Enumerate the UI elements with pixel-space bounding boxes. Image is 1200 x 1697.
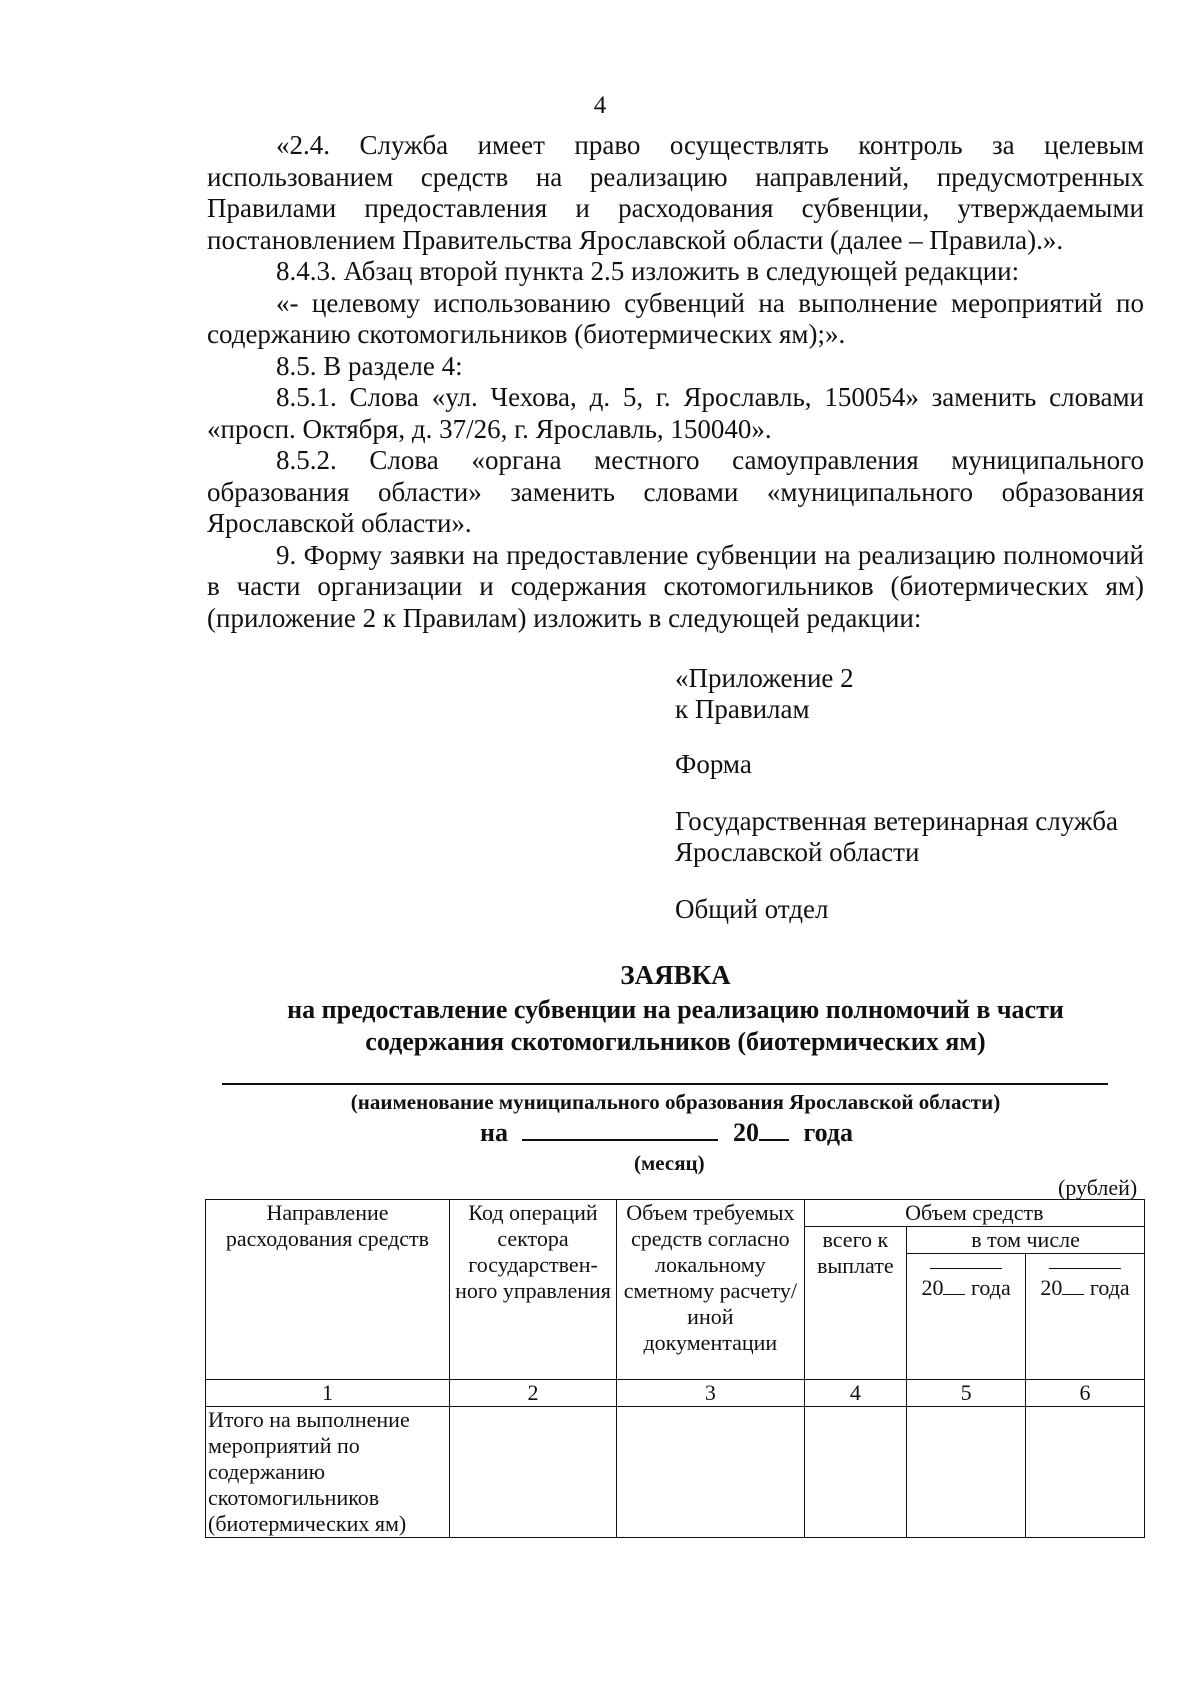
table-cell [804,1407,907,1538]
month-caption: (месяц) [634,1151,705,1175]
municipality-caption: (наименование муниципального образования Ярославской области) [350,1090,1001,1114]
department-name: Общий отдел [675,894,829,924]
form-title: ЗАЯВКА [620,960,731,990]
header-cell: всего к выплате [804,1227,907,1380]
month-blank [522,1117,718,1141]
period-line [480,1117,853,1148]
table-cell [907,1407,1026,1538]
paragraph: 8.5.1. Слова «ул. Чехова, д. 5, г. Ярославль, 150054» заменить словами «просп. Октября, д. 37/26, г. Ярославль, 150040». [207,382,1144,444]
column-number: 2 [449,1380,616,1407]
table-cell: Итого на выполнение мероприятий по содержанию скотомогильников (биотермических ям) [206,1407,450,1538]
header-cell: Объем требуемых средств согласно локальному сметному расчету/ иной документации [617,1200,805,1380]
column-number: 1 [206,1380,450,1407]
table-number-row [206,1380,1145,1407]
header-cell: в том числе [907,1227,1145,1254]
paragraph: 8.4.3. Абзац второй пункта 2.5 изложить в следующей редакции: [276,256,1020,286]
table-cell [449,1407,616,1538]
paragraph: 8.5. В разделе 4: [276,350,463,381]
header-cell: Объем средств [804,1200,1144,1227]
year-label: 20 года [1040,1275,1130,1300]
header-cell [1026,1254,1145,1380]
funds-table [205,1199,1145,1538]
header-cell [907,1254,1026,1380]
header-cell: Направление расходования средств [206,1200,450,1380]
header-cell: Код операций сектора государствен-ного управления [449,1200,616,1380]
column-number: 3 [617,1380,805,1407]
form-label: Форма [675,749,752,779]
table-header-row [206,1200,1145,1227]
year-label: 20 года [921,1275,1011,1300]
period-prefix: на [480,1118,508,1147]
service-name: Ярославской области [675,837,920,867]
form-subtitle [207,994,1144,1058]
municipality-blank-line [222,1083,1108,1085]
column-number: 5 [907,1380,1026,1407]
paragraph: 9. Форму заявки на предоставление субвенции на реализацию полномочий в части организации и содержания скотомогильников (биотермических ям) (приложение 2 к Правилам) изложить в следующей редакции: [207,539,1144,633]
attachment-line: к Правилам [675,694,810,724]
table-cell [1026,1407,1145,1538]
attachment-header [675,663,1155,925]
year-blank [759,1117,789,1141]
table-row [206,1407,1145,1538]
year-suffix: года [803,1118,854,1147]
service-name: Государственная ветеринарная служба [675,806,1118,836]
attachment-line: «Приложение 2 [675,663,854,693]
decorative-line [1049,1268,1121,1269]
column-number: 6 [1026,1380,1145,1407]
form-subtitle-line: на предоставление субвенции на реализацию полномочий в части [287,995,1064,1024]
year-prefix: 20 [732,1118,759,1147]
unit-label: (рублей) [1058,1175,1138,1200]
page-number: 4 [593,92,607,119]
table-cell [617,1407,805,1538]
form-subtitle-line: содержания скотомогильников (биотермических ям) [365,1027,986,1056]
decorative-line [930,1268,1002,1269]
paragraph: «2.4. Служба имеет право осуществлять контроль за целевым использованием средств на реализацию направлений, предусмотренных Правилами предоставления и расходования субвенции, утверждаемыми постановлением Правительства Ярославской области (далее – Правила).». [207,130,1144,255]
column-number: 4 [804,1380,907,1407]
paragraph: «- целевому использованию субвенций на выполнение мероприятий по содержанию скотомогильников (биотермических ям);». [207,287,1144,349]
paragraph: 8.5.2. Слова «органа местного самоуправления муниципального образования области» заменить словами «муниципального образования Ярославской области». [207,445,1144,538]
body-text [207,130,1144,634]
